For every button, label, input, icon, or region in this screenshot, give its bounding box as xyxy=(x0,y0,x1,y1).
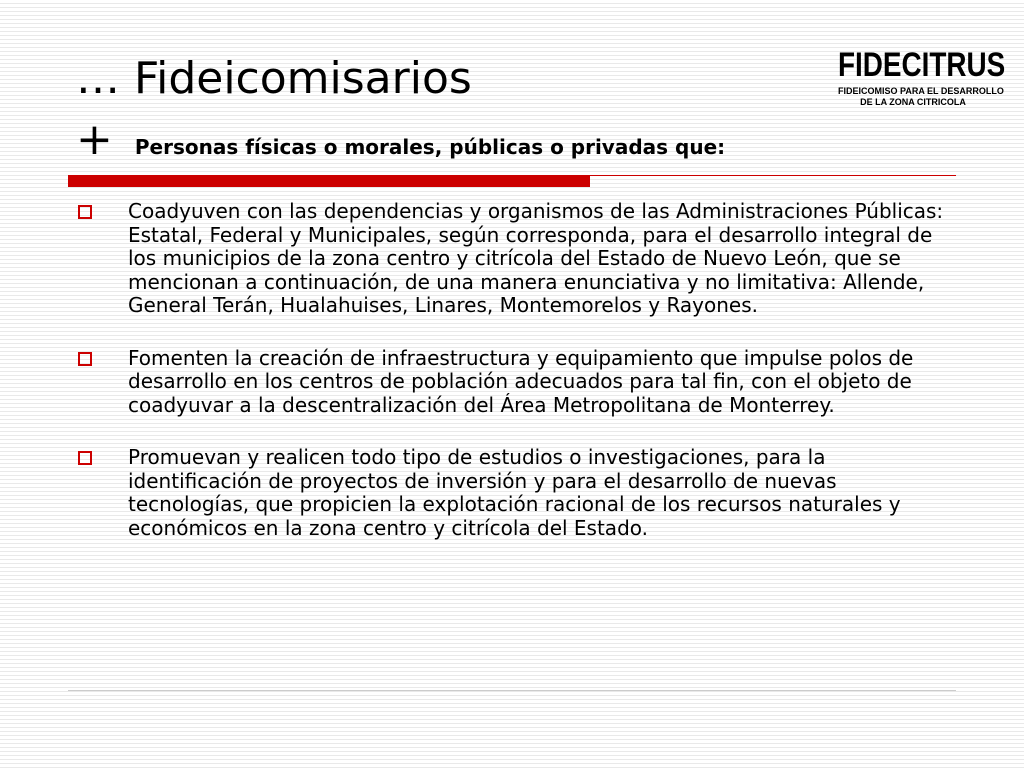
logo-tagline-line-2: DE LA ZONA CITRICOLA xyxy=(860,97,966,107)
slide-title: … Fideicomisarios xyxy=(76,53,472,104)
slide-subtitle xyxy=(76,114,726,165)
bullet-list xyxy=(76,200,956,569)
bullet-text: Promuevan y realicen todo tipo de estudios o investigaciones, para la identificación de proyectos de inversión y para el desarrollo de nuevas tecnologías, que propicien la explotación racional de los recursos naturales y económicos en la zona centro y citrícola del Estado. xyxy=(128,445,901,540)
subtitle-plus-sign: + xyxy=(76,114,113,165)
logo-tagline-line-1: FIDEICOMISO PARA EL DESARROLLO xyxy=(838,86,1004,96)
hollow-square-bullet-icon xyxy=(78,205,92,219)
hollow-square-bullet-icon xyxy=(78,451,92,465)
hollow-square-bullet-icon xyxy=(78,352,92,366)
bullet-text: Coadyuven con las dependencias y organismos de las Administraciones Públicas: Estatal, Federal y Municipales, según corresponda, para el desarrollo integral de los municipios de la zona centro y citrícola del Estado de Nuevo León, que se mencionan a continuación, de una manera enunciativa y no limitativa: Allende, General Terán, Hualahuises, Linares, Montemorelos y Rayones. xyxy=(128,199,944,317)
bullet-text: Fomenten la creación de infraestructura y equipamiento que impulse polos de desarrollo en los centros de población adecuados para tal fin, con el objeto de coadyuvar a la descentralización del Área Metropolitana de Monterrey. xyxy=(128,345,914,417)
footer-rule xyxy=(68,690,956,691)
bullet-item xyxy=(76,200,956,318)
title-divider-thin-line xyxy=(590,175,956,176)
fidecitrus-logo xyxy=(838,46,1006,113)
title-divider xyxy=(68,175,956,189)
logo-wordmark: FIDECITRUS xyxy=(838,46,1006,84)
title-divider-red-bar xyxy=(68,175,590,187)
bullet-item xyxy=(76,446,956,540)
subtitle-text: Personas físicas o morales, públicas o privadas que: xyxy=(134,135,726,159)
bullet-item xyxy=(76,347,956,418)
